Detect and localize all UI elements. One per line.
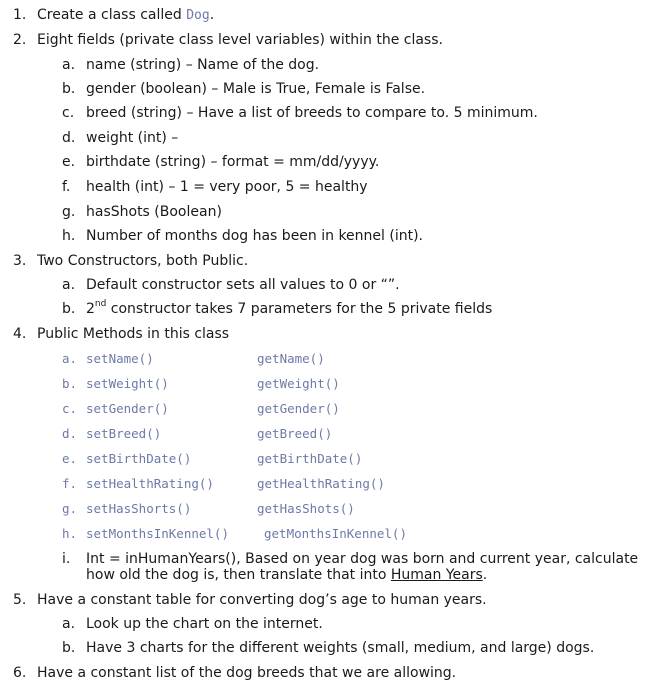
method-setter: setWeight() (86, 376, 169, 391)
constructor-second (86, 300, 492, 318)
method-getter: getGender() (257, 401, 340, 416)
method-letter: i. (62, 551, 71, 567)
field-letter: c. (62, 105, 75, 121)
method-setter: setGender() (86, 401, 169, 416)
field-name: name (string) – Name of the dog. (86, 57, 320, 73)
item-constant-table: Have a constant table for converting dog’s age to human years. (37, 592, 487, 608)
item-number: 2. (13, 32, 27, 48)
method-letter: a. (62, 351, 78, 366)
table-item-charts: Have 3 charts for the different weights (small, medium, and large) dogs. (86, 640, 595, 656)
class-name-code: Dog (186, 8, 210, 23)
table-item-letter: b. (62, 640, 76, 656)
field-health: health (int) – 1 = very poor, 5 = healthy (86, 179, 368, 195)
item-breed-list: Have a constant list of the dog breeds that we are allowing. (37, 665, 457, 681)
item-number: 1. (13, 7, 27, 23)
item-fields-heading: Eight fields (private class level variables) within the class. (37, 32, 443, 48)
field-birthdate: birthdate (string) – format = mm/dd/yyyy. (86, 154, 380, 170)
table-item-letter: a. (62, 616, 76, 632)
method-setter: setBreed() (86, 426, 162, 441)
field-hasshots: hasShots (Boolean) (86, 204, 222, 220)
method-getter: getMonthsInKennel() (264, 526, 407, 541)
constructor-second-text: constructor takes 7 parameters for the 5 private fields (106, 301, 493, 317)
constructor-letter: b. (62, 301, 76, 317)
method-setter: setBirthDate() (86, 451, 192, 466)
item-constructors-heading: Two Constructors, both Public. (37, 253, 249, 269)
method-letter: h. (62, 526, 78, 541)
item-methods-heading: Public Methods in this class (37, 326, 230, 342)
ordinal-suffix: nd (94, 299, 107, 310)
field-months-kennel: Number of months dog has been in kennel (int). (86, 228, 423, 244)
ordinal-number: 2 (86, 301, 95, 317)
item-number: 6. (13, 665, 27, 681)
method-getter: getName() (257, 351, 325, 366)
field-letter: e. (62, 154, 76, 170)
field-weight: weight (int) – (86, 130, 179, 146)
method-letter: e. (62, 451, 78, 466)
method-letter: g. (62, 501, 78, 516)
method-setter: setName() (86, 351, 154, 366)
method-setter: setHasShorts() (86, 501, 192, 516)
item-number: 4. (13, 326, 27, 342)
field-letter: d. (62, 130, 76, 146)
method-letter: c. (62, 401, 78, 416)
method-human-years-text: how old the dog is, then translate that into (86, 567, 391, 583)
item-text-end: . (209, 7, 215, 23)
item-number: 5. (13, 592, 27, 608)
method-human-years-end: . (482, 567, 488, 583)
item-create-class (37, 6, 214, 25)
method-getter: getHasShots() (257, 501, 355, 516)
method-setter: setMonthsInKennel() (86, 526, 229, 541)
field-gender: gender (boolean) – Male is True, Female is False. (86, 81, 426, 97)
item-text: Create a class called (37, 7, 187, 23)
method-setter: setHealthRating() (86, 476, 214, 491)
field-letter: h. (62, 228, 76, 244)
method-getter: getBirthDate() (257, 451, 363, 466)
method-letter: f. (62, 476, 78, 491)
field-letter: f. (62, 179, 71, 195)
method-getter: getWeight() (257, 376, 340, 391)
method-getter: getHealthRating() (257, 476, 385, 491)
item-number: 3. (13, 253, 27, 269)
method-letter: d. (62, 426, 78, 441)
field-breed: breed (string) – Have a list of breeds to compare to. 5 minimum. (86, 105, 538, 121)
constructor-default: Default constructor sets all values to 0 or “”. (86, 277, 400, 293)
method-letter: b. (62, 376, 78, 391)
human-years-link[interactable]: Human Years (390, 567, 483, 583)
method-human-years-line1: Int = inHumanYears(), Based on year dog was born and current year, calculate (86, 551, 639, 567)
method-human-years-line2 (86, 566, 487, 584)
field-letter: g. (62, 204, 76, 220)
field-letter: b. (62, 81, 76, 97)
method-getter: getBreed() (257, 426, 333, 441)
table-item-lookup: Look up the chart on the internet. (86, 616, 323, 632)
constructor-letter: a. (62, 277, 76, 293)
field-letter: a. (62, 57, 76, 73)
